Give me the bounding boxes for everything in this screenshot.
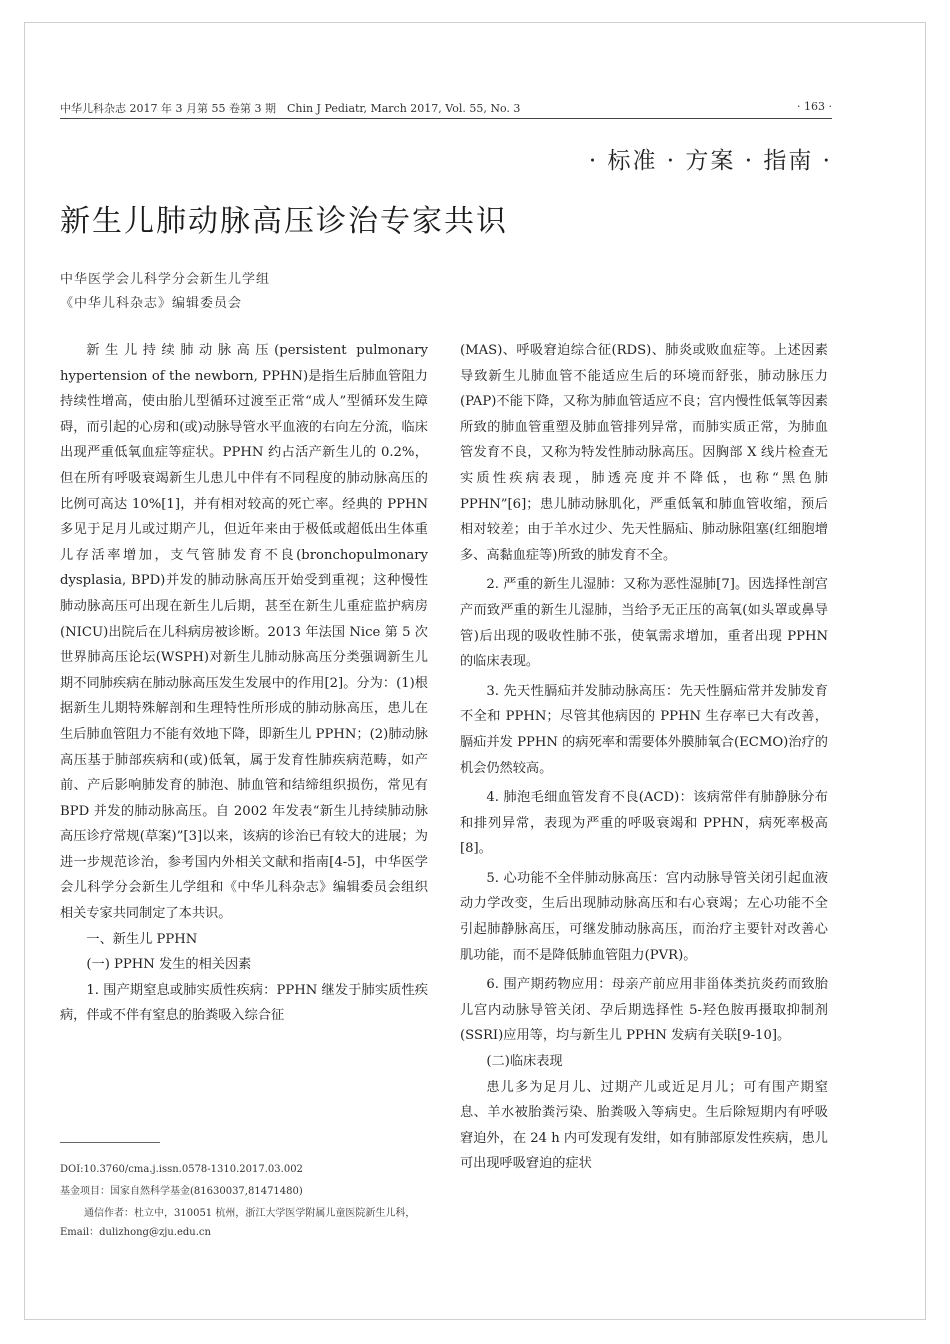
intro-paragraph: 新生儿持续肺动脉高压(persistent pulmonary hypertension of the newborn, PPHN)是指生后肺血管阻力持续性增高，使由胎儿型循环过渡至正常“成人”型循环发生障碍，而引起的心房和(或)动脉导管水平血液的右向左分流，临床出现严重低氧血症等症状。PPHN 约占活产新生儿的 0.2%，但在所有呼吸衰竭新生儿患儿中伴有不同程度的肺动脉高压的比例可高达 10%[1]，并有相对较高的死亡率。经典的 PPHN 多见于足月儿或过期产儿，但近年来由于极低或超低出生体重儿存活率增加，支气管肺发育不良(bronchopulmonary dysplasia, BPD)并发的肺动脉高压开始受到重视；这种慢性肺动脉高压可出现在新生儿后期，甚至在新生儿重症监护病房(NICU)出院后在儿科病房被诊断。2013 年法国 Nice 第 5 次世界肺高压论坛(WSPH)对新生儿肺动脉高压分类强调新生儿期不同肺疾病在肺动脉高压发生发展中的作用[2]。分为：(1)根据新生儿期特殊解剖和生理特性所形成的肺动脉高压，患儿在生后肺血管阻力不能有效地下降，即新生儿 PPHN；(2)肺动脉高压基于肺部疾病和(或)低氧，属于发育性肺疾病范畴，如产前、产后影响肺发育的肺泡、肺血管和结缔组织损伤，常见有 BPD 并发的肺动脉高压。自 2002 年发表“新生儿持续肺动脉高压诊疗常规(草案)”[3]以来，该病的诊治已有较大的进展；为进一步规范诊治，参考国内外相关文献和指南[4-5]，中华医学会儿科学分会新生儿学组和《中华儿科杂志》编辑委员会组织相关专家共同制定了本共识。 — [60, 343, 428, 922]
footnote-fund: 基金项目：国家自然科学基金(81630037,81471480) — [60, 1186, 303, 1197]
paragraph-item-6: 6. 围产期药物应用：母亲产前应用非甾体类抗炎药而致胎儿宫内动脉导管关闭、孕后期选择性 5-羟色胺再摄取抑制剂(SSRI)应用等，均与新生儿 PPHN 发病有关联[9-10]。 — [460, 977, 828, 1044]
author-editorial: 《中华儿科杂志》编辑委员会 — [60, 296, 243, 311]
paragraph-item-3: 3. 先天性膈疝并发肺动脉高压：先天性膈疝常并发肺发育不全和 PPHN；尽管其他病因的 PPHN 生存率已大有改善，膈疝并发 PPHN 的病死率和需要体外膜肺氧合(ECMO)治疗的机会仍然较高。 — [460, 683, 828, 776]
page-number: · 163 · — [797, 100, 832, 113]
heading-2: (一) PPHN 发生的相关因素 — [86, 957, 252, 973]
journal-citation: 中华儿科杂志 2017 年 3 月第 55 卷第 3 期 Chin J Pediatr, March 2017, Vol. 55, No. 3 — [60, 102, 521, 115]
paragraph-item-4: 4. 肺泡毛细血管发育不良(ACD)：该病常伴有肺静脉分布和排列异常，表现为严重的呼吸衰竭和 PPHN，病死率极高[8]。 — [460, 790, 828, 857]
paragraph-item-2: 2. 严重的新生儿湿肺：又称为恶性湿肺[7]。因选择性剖宫产而致严重的新生儿湿肺，当给予无正压的高氧(如头罩或鼻导管)后出现的吸收性肺不张，使氧需求增加，重者出现 PPHN 的临床表现。 — [460, 577, 828, 670]
footnote-rule — [60, 1142, 160, 1143]
right-column — [460, 338, 828, 1177]
paragraph-item-5: 5. 心功能不全伴肺动脉高压：宫内动脉导管关闭引起血液动力学改变，生后出现肺动脉高压和右心衰竭；左心功能不全引起肺静脉高压，可继发肺动脉高压，而治疗主要针对改善心肌功能，而不是降低肺血管阻力(PVR)。 — [460, 870, 828, 963]
article-title: 新生儿肺动脉高压诊治专家共识 — [60, 204, 508, 239]
section-label: · 标准 · 方案 · 指南 · — [588, 148, 832, 174]
heading-1: 一、新生儿 PPHN — [86, 931, 198, 947]
paragraph-continued: (MAS)、呼吸窘迫综合征(RDS)、肺炎或败血症等。上述因素导致新生儿肺血管不能适应生后的环境而舒张，肺动脉压力(PAP)不能下降，又称为肺血管适应不良；宫内慢性低氧等因素所致的肺血管重塑及肺血管排列异常，而肺实质正常，为肺血管发育不良，又称为特发性肺动脉高压。因胸部 X 线片检查无实质性疾病表现，肺透亮度并不降低，也称“黑色肺 PPHN”[6]；患儿肺动脉肌化，严重低氧和肺血管收缩，预后相对较差；由于羊水过少、先天性膈疝、肺动脉阻塞(红细胞增多、高黏血症等)所致的肺发育不全。 — [460, 343, 828, 563]
paragraph-item-1: 1. 围产期窒息或肺实质性疾病：PPHN 继发于肺实质性疾病，伴或不伴有窒息的胎粪吸入综合征 — [60, 982, 428, 1024]
header-rule — [60, 118, 832, 119]
footnote-contact: 通信作者：杜立中，310051 杭州，浙江大学医学附属儿童医院新生儿科，Email：dulizhong@zju.edu.cn — [60, 1208, 416, 1238]
paragraph-clinical: 患儿多为足月儿、过期产儿或近足月儿；可有围产期窒息、羊水被胎粪污染、胎粪吸入等病史。生后除短期内有呼吸窘迫外，在 24 h 内可发现有发绀，如有肺部原发性疾病，患儿可出现呼吸窘迫的症状 — [460, 1079, 828, 1172]
footnote-doi: DOI:10.3760/cma.j.issn.0578-1310.2017.03.002 — [60, 1164, 303, 1175]
left-column — [60, 338, 428, 1029]
heading-clinical: (二)临床表现 — [486, 1054, 563, 1070]
author-group: 中华医学会儿科学分会新生儿学组 — [60, 272, 271, 287]
